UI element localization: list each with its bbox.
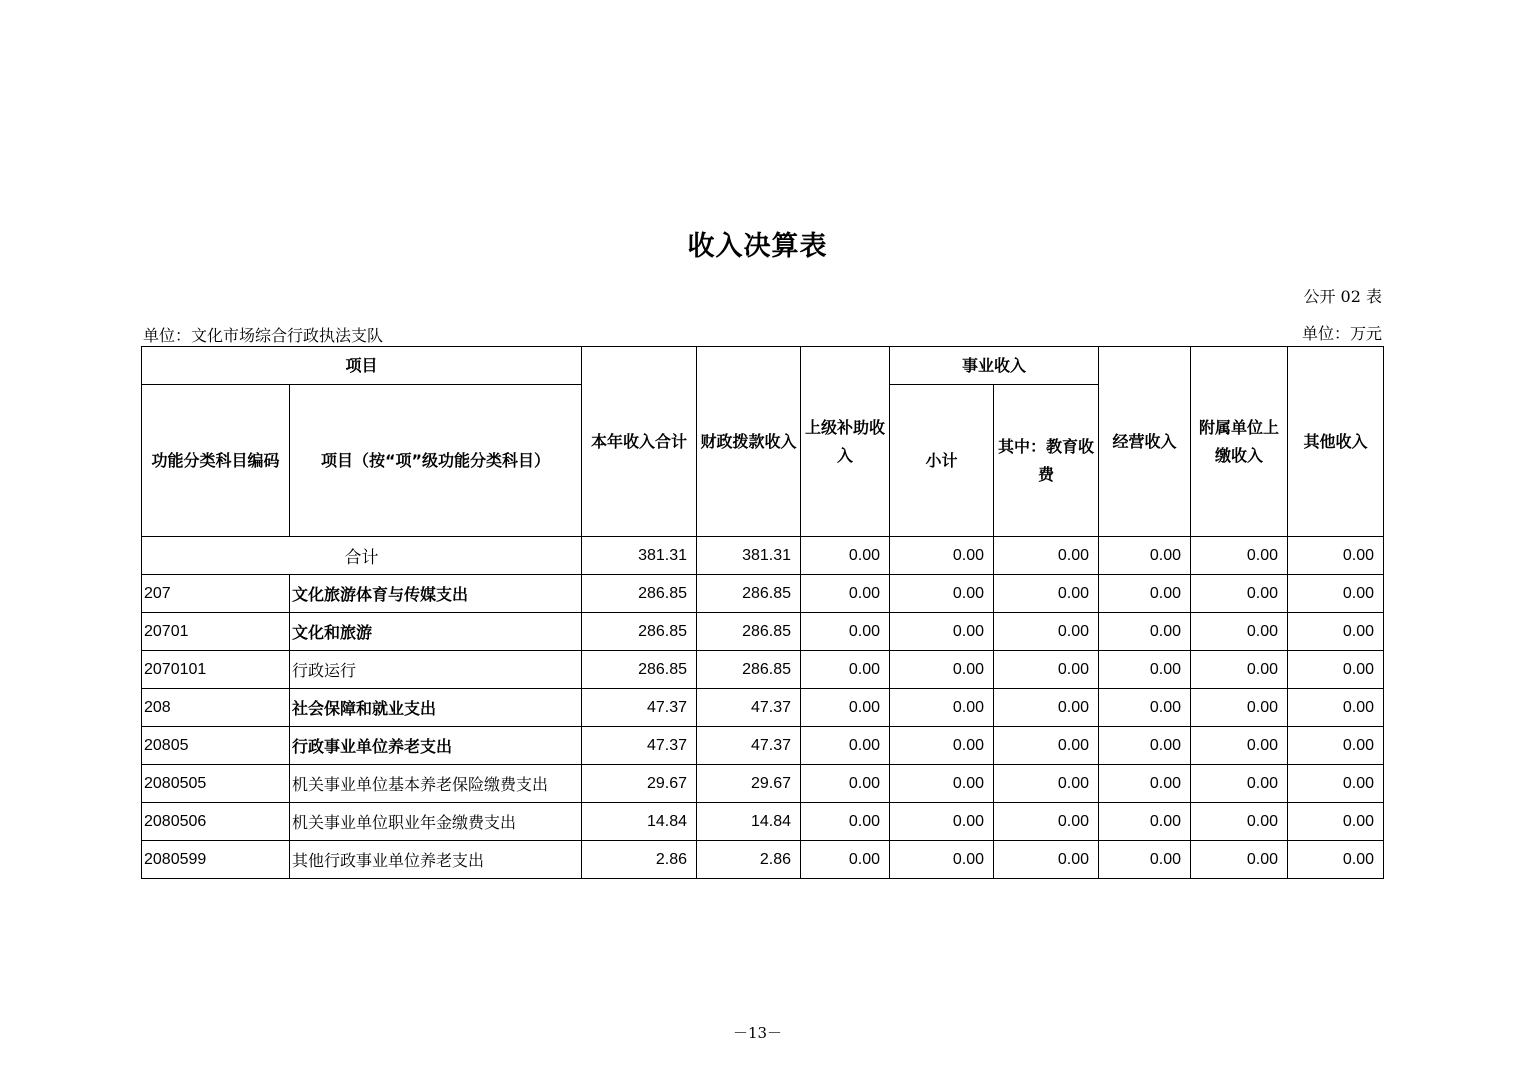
row-value: 0.00 — [1191, 575, 1288, 613]
row-code: 2080599 — [142, 841, 290, 879]
row-value: 0.00 — [994, 575, 1099, 613]
row-value: 0.00 — [890, 841, 994, 879]
row-name: 行政运行 — [290, 651, 582, 689]
row-code: 2080505 — [142, 765, 290, 803]
row-value: 0.00 — [1191, 689, 1288, 727]
table-row — [142, 841, 1384, 879]
row-value: 0.00 — [890, 689, 994, 727]
row-value: 0.00 — [890, 803, 994, 841]
row-value: 0.00 — [1191, 841, 1288, 879]
header-other: 其他收入 — [1288, 347, 1384, 537]
row-value: 0.00 — [1099, 575, 1191, 613]
row-value: 0.00 — [1191, 803, 1288, 841]
row-value: 29.67 — [582, 765, 697, 803]
row-value: 0.00 — [994, 689, 1099, 727]
row-value: 2.86 — [697, 841, 801, 879]
row-value: 0.00 — [1191, 727, 1288, 765]
unit-of-measure: 单位：万元 — [1301, 324, 1382, 343]
header-subtotal: 小计 — [890, 385, 994, 537]
row-value: 0.00 — [1099, 803, 1191, 841]
total-value: 381.31 — [582, 537, 697, 575]
row-name: 机关事业单位职业年金缴费支出 — [290, 803, 582, 841]
row-value: 0.00 — [890, 727, 994, 765]
row-value: 0.00 — [1099, 841, 1191, 879]
row-code: 20701 — [142, 613, 290, 651]
row-value: 0.00 — [1191, 765, 1288, 803]
row-value: 0.00 — [801, 575, 890, 613]
table-row — [142, 765, 1384, 803]
total-value: 0.00 — [994, 537, 1099, 575]
row-value: 286.85 — [582, 613, 697, 651]
total-value: 0.00 — [890, 537, 994, 575]
row-value: 0.00 — [994, 613, 1099, 651]
form-number: 公开 02 表 — [1303, 287, 1382, 306]
total-row — [142, 537, 1384, 575]
header-business: 经营收入 — [1099, 347, 1191, 537]
row-value: 0.00 — [1191, 613, 1288, 651]
row-value: 0.00 — [890, 575, 994, 613]
row-value: 0.00 — [1099, 651, 1191, 689]
total-value: 0.00 — [801, 537, 890, 575]
row-value: 286.85 — [697, 613, 801, 651]
row-name: 社会保障和就业支出 — [290, 689, 582, 727]
row-value: 0.00 — [1288, 689, 1384, 727]
row-value: 0.00 — [1288, 841, 1384, 879]
row-value: 0.00 — [890, 765, 994, 803]
row-code: 208 — [142, 689, 290, 727]
row-value: 47.37 — [582, 689, 697, 727]
row-value: 14.84 — [582, 803, 697, 841]
row-name: 其他行政事业单位养老支出 — [290, 841, 582, 879]
total-value: 0.00 — [1288, 537, 1384, 575]
row-value: 286.85 — [697, 575, 801, 613]
total-value: 0.00 — [1099, 537, 1191, 575]
row-code: 207 — [142, 575, 290, 613]
unit-name: 单位：文化市场综合行政执法支队 — [143, 326, 384, 345]
row-value: 0.00 — [1099, 765, 1191, 803]
row-value: 0.00 — [994, 841, 1099, 879]
row-value: 47.37 — [697, 727, 801, 765]
row-value: 14.84 — [697, 803, 801, 841]
page-number: －13－ — [732, 1024, 783, 1042]
header-education: 其中：教育收费 — [994, 385, 1099, 537]
header-career: 事业收入 — [890, 347, 1099, 385]
header-code: 功能分类科目编码 — [142, 385, 290, 537]
header-total: 本年收入合计 — [582, 347, 697, 537]
row-value: 286.85 — [697, 651, 801, 689]
row-value: 0.00 — [801, 689, 890, 727]
row-value: 0.00 — [801, 803, 890, 841]
page-title: 收入决算表 — [687, 231, 828, 262]
row-value: 29.67 — [697, 765, 801, 803]
row-name: 机关事业单位基本养老保险缴费支出 — [290, 765, 582, 803]
row-value: 0.00 — [1099, 613, 1191, 651]
row-code: 20805 — [142, 727, 290, 765]
header-affiliated: 附属单位上缴收入 — [1191, 347, 1288, 537]
row-value: 0.00 — [1099, 727, 1191, 765]
row-code: 2080506 — [142, 803, 290, 841]
row-name: 文化旅游体育与传媒支出 — [290, 575, 582, 613]
row-value: 0.00 — [994, 803, 1099, 841]
row-value: 0.00 — [1288, 727, 1384, 765]
row-value: 0.00 — [890, 613, 994, 651]
header-project: 项目 — [142, 347, 582, 385]
total-label: 合计 — [142, 537, 582, 575]
header-superior: 上级补助收入 — [801, 347, 890, 537]
table-row — [142, 689, 1384, 727]
table-row — [142, 613, 1384, 651]
row-value: 47.37 — [697, 689, 801, 727]
row-value: 0.00 — [1099, 689, 1191, 727]
row-value: 0.00 — [1288, 651, 1384, 689]
row-value: 0.00 — [1288, 575, 1384, 613]
row-value: 286.85 — [582, 651, 697, 689]
row-value: 0.00 — [1191, 651, 1288, 689]
row-value: 0.00 — [1288, 765, 1384, 803]
row-value: 0.00 — [994, 727, 1099, 765]
row-value: 0.00 — [801, 765, 890, 803]
income-statement-table — [141, 346, 1384, 879]
row-value: 0.00 — [801, 841, 890, 879]
total-value: 381.31 — [697, 537, 801, 575]
table-row — [142, 803, 1384, 841]
table-row — [142, 727, 1384, 765]
row-value: 0.00 — [801, 651, 890, 689]
row-code: 2070101 — [142, 651, 290, 689]
row-value: 0.00 — [1288, 803, 1384, 841]
table-row — [142, 575, 1384, 613]
row-value: 0.00 — [801, 613, 890, 651]
table-row — [142, 651, 1384, 689]
header-name: 项目（按“项”级功能分类科目） — [290, 385, 582, 537]
row-value: 47.37 — [582, 727, 697, 765]
row-value: 286.85 — [582, 575, 697, 613]
total-value: 0.00 — [1191, 537, 1288, 575]
header-fiscal: 财政拨款收入 — [697, 347, 801, 537]
row-name: 文化和旅游 — [290, 613, 582, 651]
row-value: 0.00 — [801, 727, 890, 765]
row-value: 0.00 — [1288, 613, 1384, 651]
row-value: 0.00 — [890, 651, 994, 689]
row-value: 0.00 — [994, 651, 1099, 689]
row-name: 行政事业单位养老支出 — [290, 727, 582, 765]
row-value: 0.00 — [994, 765, 1099, 803]
row-value: 2.86 — [582, 841, 697, 879]
